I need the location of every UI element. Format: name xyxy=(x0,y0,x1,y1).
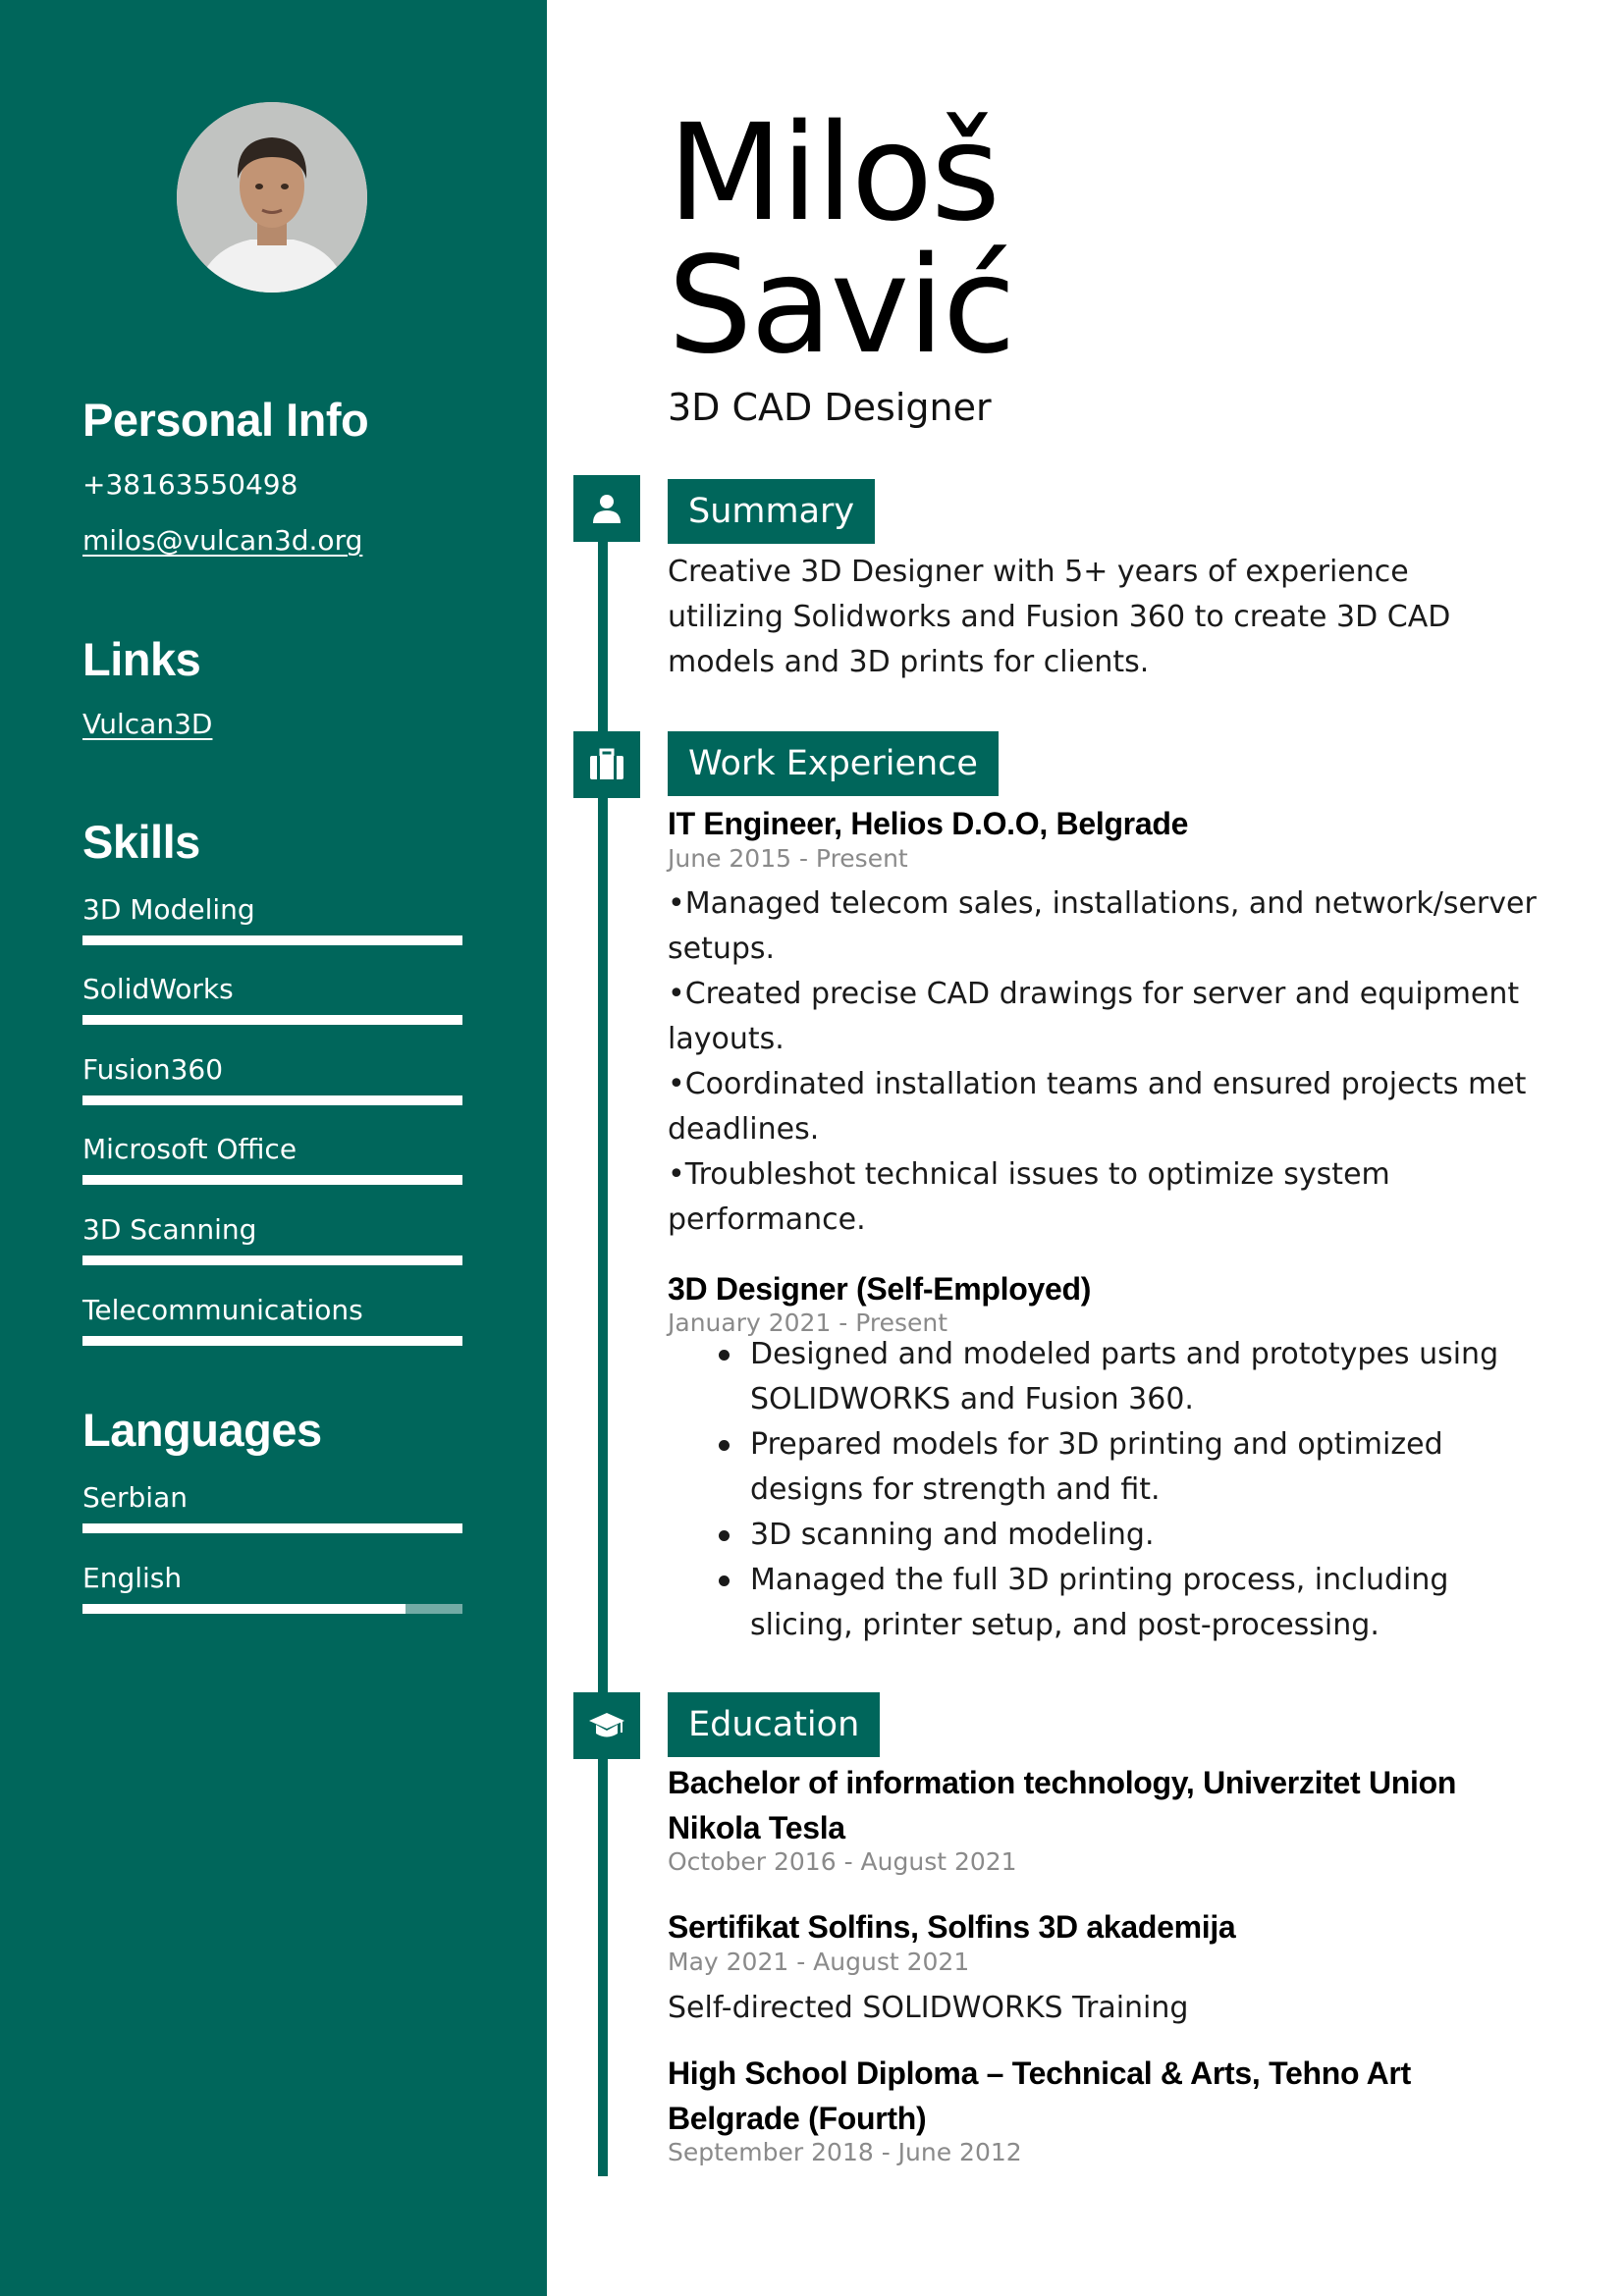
first-name: Miloš xyxy=(668,96,999,251)
language-label: Serbian xyxy=(82,1481,188,1514)
skill-label: 3D Modeling xyxy=(82,893,255,926)
education-dates: May 2021 - August 2021 xyxy=(668,1948,970,1976)
skill-label: Telecommunications xyxy=(82,1294,363,1326)
personal-info-heading: Personal Info xyxy=(82,394,369,446)
list-item: Managed the full 3D printing process, including slicing, printer setup, and post-processing. xyxy=(668,1558,1532,1648)
description-line: •Coordinated installation teams and ensured projects met xyxy=(668,1067,1527,1101)
job-role: 3D CAD Designer xyxy=(668,386,992,429)
briefcase-icon xyxy=(573,731,640,798)
skill-level-bar xyxy=(82,1336,462,1346)
job-title: IT Engineer, Helios D.O.O, Belgrade xyxy=(668,806,1189,841)
education-title: High School Diploma – Technical & Arts, Tehno Art Belgrade (Fourth) xyxy=(668,2056,1411,2136)
job-dates: January 2021 - Present xyxy=(668,1308,948,1337)
list-item: 3D scanning and modeling. xyxy=(668,1513,1532,1558)
work-experience-heading: Work Experience xyxy=(668,731,999,796)
skill-level-bar xyxy=(82,935,462,945)
description-line: layouts. xyxy=(668,1022,784,1056)
job-bullet-list xyxy=(668,1332,1532,1648)
education-dates: October 2016 - August 2021 xyxy=(668,1847,1017,1876)
list-item: Prepared models for 3D printing and optimized designs for strength and fit. xyxy=(668,1422,1532,1513)
full-name xyxy=(668,96,1014,384)
languages-heading: Languages xyxy=(82,1404,322,1456)
email-link[interactable]: milos@vulcan3d.org xyxy=(82,524,363,557)
last-name: Savić xyxy=(668,229,1014,384)
skill-level-fill xyxy=(82,1255,462,1265)
skill-label: SolidWorks xyxy=(82,973,234,1005)
description-line: •Troubleshot technical issues to optimize system xyxy=(668,1157,1390,1192)
skill-level-fill xyxy=(82,1175,462,1185)
education-title: Sertifikat Solfins, Solfins 3D akademija xyxy=(668,1909,1236,1945)
skill-level-fill xyxy=(82,935,462,945)
description-line: deadlines. xyxy=(668,1112,820,1147)
skill-label: 3D Scanning xyxy=(82,1213,257,1246)
skill-label: Microsoft Office xyxy=(82,1133,298,1165)
language-level-fill xyxy=(82,1604,406,1614)
person-icon xyxy=(573,475,640,542)
description-line: setups. xyxy=(668,932,776,966)
skill-level-bar xyxy=(82,1255,462,1265)
education-description: Self-directed SOLIDWORKS Training xyxy=(668,1991,1189,2025)
description-line: •Created precise CAD drawings for server and equipment xyxy=(668,977,1520,1011)
job-title: 3D Designer (Self-Employed) xyxy=(668,1271,1092,1307)
education-dates: September 2018 - June 2012 xyxy=(668,2138,1022,2166)
skills-heading: Skills xyxy=(82,816,200,868)
graduation-cap-icon xyxy=(573,1692,640,1759)
description-line: •Managed telecom sales, installations, and network/server xyxy=(668,886,1537,921)
links-heading: Links xyxy=(82,633,201,685)
skill-level-bar xyxy=(82,1095,462,1105)
link-vulcan3d[interactable]: Vulcan3D xyxy=(82,708,213,740)
language-level-fill xyxy=(82,1523,462,1533)
skill-label: Fusion360 xyxy=(82,1053,224,1086)
language-level-bar xyxy=(82,1604,462,1614)
summary-text: Creative 3D Designer with 5+ years of experience utilizing Solidworks and Fusion 360 to create 3D CAD models and 3D prints for clients. xyxy=(668,555,1451,679)
job-description xyxy=(668,881,1537,1243)
education-heading: Education xyxy=(668,1692,880,1757)
summary-heading: Summary xyxy=(668,479,875,544)
language-label: English xyxy=(82,1562,183,1594)
description-line: performance. xyxy=(668,1202,866,1237)
skill-level-fill xyxy=(82,1095,462,1105)
list-item: Designed and modeled parts and prototypes using SOLIDWORKS and Fusion 360. xyxy=(668,1332,1532,1422)
language-level-bar xyxy=(82,1523,462,1533)
skill-level-fill xyxy=(82,1336,462,1346)
skill-level-bar xyxy=(82,1015,462,1025)
education-title: Bachelor of information technology, Univerzitet Union Nikola Tesla xyxy=(668,1765,1457,1845)
skill-level-fill xyxy=(82,1015,462,1025)
timeline-line xyxy=(598,475,608,2176)
phone-number: +38163550498 xyxy=(82,468,298,501)
profile-photo xyxy=(177,102,367,293)
sidebar xyxy=(0,0,547,2296)
skill-level-bar xyxy=(82,1175,462,1185)
job-dates: June 2015 - Present xyxy=(668,844,908,873)
